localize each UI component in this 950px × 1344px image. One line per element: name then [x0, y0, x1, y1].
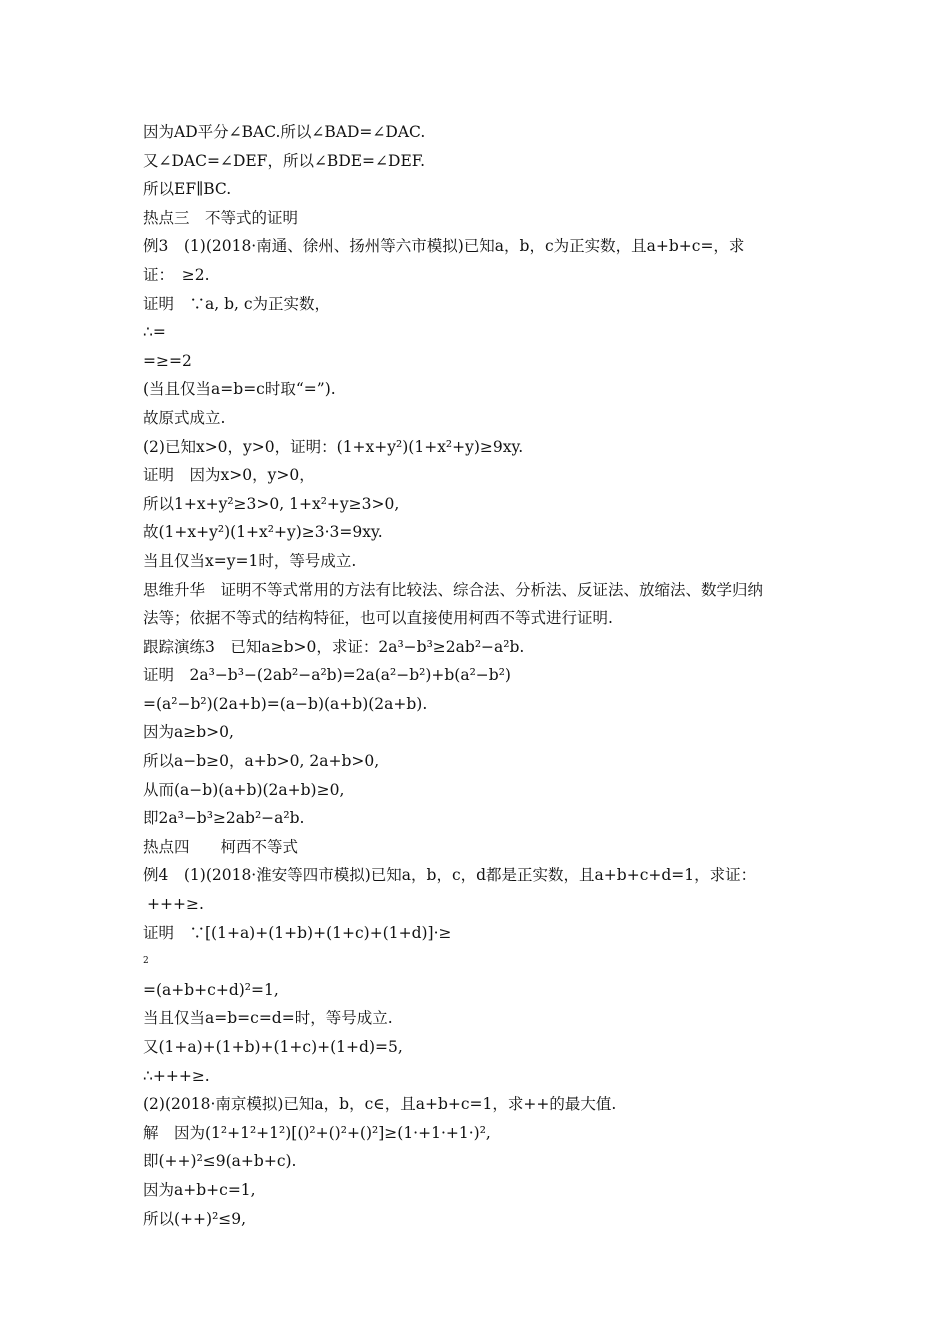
text-line: 所以a−b≥0，a+b>0, 2a+b>0, [143, 752, 380, 771]
section-heading: 热点三 不等式的证明 [143, 208, 299, 227]
proof-line: 证明 2a³−b³−(2ab²−a²b)=2a(a²−b²)+b(a²−b²) [143, 666, 511, 685]
example-statement: (2)已知x>0，y>0，证明：(1+x+y²)(1+x²+y)≥9xy. [143, 437, 524, 456]
text-line: +++≥. [147, 895, 204, 914]
superscript-fragment: 2 [143, 956, 149, 967]
text-line: 所以(++)²≤9, [143, 1209, 247, 1228]
text-line: 从而(a−b)(a+b)(2a+b)≥0, [143, 780, 345, 799]
text-line: 当且仅当x=y=1时，等号成立. [143, 551, 357, 570]
section-heading: 热点四 柯西不等式 [143, 837, 299, 856]
practice-statement: 跟踪演练3 已知a≥b>0，求证：2a³−b³≥2ab²−a²b. [143, 637, 525, 656]
text-line: 当且仅当a=b=c=d=时，等号成立. [143, 1009, 393, 1028]
text-line: =(a+b+c+d)²=1, [143, 980, 279, 999]
text-line: 证： ≥2. [143, 265, 210, 284]
text-line: 因为a≥b>0, [143, 723, 234, 742]
example-statement: (2)(2018·南京模拟)已知a，b，c∈，且a+b+c=1，求++的最大值. [143, 1095, 617, 1114]
text-line: 故(1+x+y²)(1+x²+y)≥3·3=9xy. [143, 523, 383, 542]
text-line: 即(++)²≤9(a+b+c). [143, 1152, 297, 1171]
proof-line: 证明 因为x>0，y>0， [143, 466, 315, 485]
text-line: 又(1+a)+(1+b)+(1+c)+(1+d)=5, [143, 1038, 403, 1056]
document-body [143, 118, 823, 1233]
example-statement: 例4 (1)(2018·淮安等四市模拟)已知a，b，c，d都是正实数，且a+b+c+d=1，求证： [143, 866, 757, 885]
text-line: ∴+++≥. [143, 1066, 210, 1085]
proof-line: 证明 ∵a, b, c为正实数， [143, 294, 331, 313]
text-line: 即2a³−b³≥2ab²−a²b. [143, 809, 305, 828]
text-line: 因为AD平分∠BAC.所以∠BAD=∠DAC. [143, 123, 426, 141]
text-line: 因为a+b+c=1, [143, 1180, 256, 1199]
solution-line: 解 因为(1²+1²+1²)[()²+()²+()²]≥(1·+1·+1·)², [143, 1123, 491, 1142]
text-line: (当且仅当a=b=c时取“=”). [143, 380, 336, 399]
text-line: ∴= [143, 323, 166, 342]
text-line: =(a²−b²)(2a+b)=(a−b)(a+b)(2a+b). [143, 694, 428, 713]
text-line: 故原式成立. [143, 408, 226, 427]
proof-line: 证明 ∵[(1+a)+(1+b)+(1+c)+(1+d)]·≥ [143, 923, 452, 942]
text-line: 所以1+x+y²≥3>0, 1+x²+y≥3>0, [143, 494, 400, 513]
example-statement: 例3 (1)(2018·南通、徐州、扬州等六市模拟)已知a，b，c为正实数，且a+b+c=，求 [143, 237, 745, 256]
text-line: 法等；依据不等式的结构特征，也可以直接使用柯西不等式进行证明. [143, 609, 613, 628]
text-line: 又∠DAC=∠DEF，所以∠BDE=∠DEF. [143, 151, 426, 170]
summary-line: 思维升华 证明不等式常用的方法有比较法、综合法、分析法、反证法、放缩法、数学归纳 [143, 580, 764, 599]
text-line: =≥=2 [143, 351, 192, 370]
text-line: 所以EF∥BC. [143, 180, 232, 199]
